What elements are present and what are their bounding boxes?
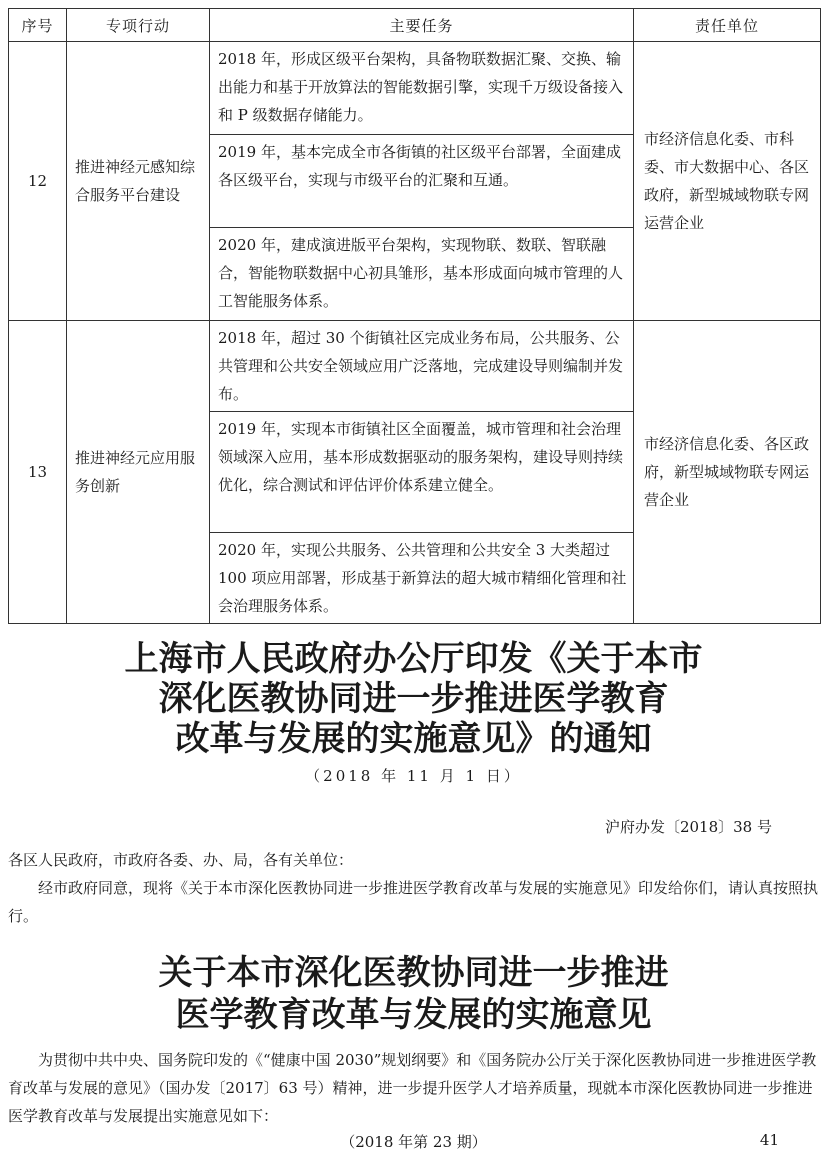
issue-number: （2018 年第 23 期） [340, 1133, 487, 1151]
header-owner: 责任单位 [634, 9, 821, 42]
notice-body: 经市政府同意，现将《关于本市深化医教协同进一步推进医学教育改革与发展的实施意见》印发给你们，请认真按照执行。 [8, 879, 819, 925]
notice-date: （2018 年 11 月 1 日） [305, 767, 522, 785]
page-number: 41 [759, 1131, 779, 1149]
task-cell: 2018 年，超过 30 个街镇社区完成业务布局，公共服务、公共管理和公共安全领域应用广泛落地，完成建设导则编制并发布。 [210, 321, 634, 412]
addressee: 各区人民政府，市政府各委、办、局，各有关单位： [8, 851, 354, 869]
opinion-title-line: 医学教育改革与发展的实施意见 [175, 995, 652, 1035]
opinion-title-line: 关于本市深化医教协同进一步推进 [158, 953, 669, 993]
header-tasks: 主要任务 [210, 9, 634, 42]
header-action: 专项行动 [67, 9, 210, 42]
table-row [9, 321, 821, 412]
task-table [8, 8, 821, 624]
table-row [9, 42, 821, 135]
task-cell: 2019 年，基本完成全市各街镇的社区级平台部署，全面建成各区级平台，实现与市级平台的汇聚和互通。 [210, 135, 634, 228]
task-cell: 2020 年，实现公共服务、公共管理和公共安全 3 大类超过 100 项应用部署，形成基于新算法的超大城市精细化管理和社会治理服务体系。 [210, 533, 634, 624]
notice-title-line: 上海市人民政府办公厅印发《关于本市 [124, 639, 703, 679]
owner-cell: 市经济信息化委、市科委、市大数据中心、各区政府，新型城域物联专网运营企业 [634, 42, 821, 321]
task-cell: 2018 年，形成区级平台架构，具备物联数据汇聚、交换、输出能力和基于开放算法的智能数据引擎，实现千万级设备接入和 P 级数据存储能力。 [210, 42, 634, 135]
notice-title-line: 深化医教协同进一步推进医学教育 [158, 679, 669, 719]
task-cell: 2019 年，实现本市街镇社区全面覆盖，城市管理和社会治理领域深入应用，基本形成数据驱动的服务架构，建设导则持续优化，综合测试和评估评价体系建立健全。 [210, 412, 634, 533]
opinion-intro: 为贯彻中共中央、国务院印发的《“健康中国 2030”规划纲要》和《国务院办公厅关于深化医教协同进一步推进医学教育改革与发展的意见》（国办发〔2017〕63 号）精神，进一步提升医学人才培养质量，现就本市深化医教协同进一步推进医学教育改革与发展提出实施意见如下： [8, 1051, 817, 1125]
row-number: 12 [9, 42, 67, 321]
owner-cell: 市经济信息化委、各区政府，新型城域物联专网运营企业 [634, 321, 821, 624]
action-cell: 推进神经元应用服务创新 [67, 321, 210, 624]
action-cell: 推进神经元感知综合服务平台建设 [67, 42, 210, 321]
document-number: 沪府办发〔2018〕38 号 [604, 818, 772, 836]
table-header-row [9, 9, 821, 42]
notice-title-line: 改革与发展的实施意见》的通知 [175, 719, 652, 759]
header-seq: 序号 [9, 9, 67, 42]
task-cell: 2020 年，建成演进版平台架构，实现物联、数联、智联融合，智能物联数据中心初具雏形，基本形成面向城市管理的人工智能服务体系。 [210, 228, 634, 321]
row-number: 13 [9, 321, 67, 624]
